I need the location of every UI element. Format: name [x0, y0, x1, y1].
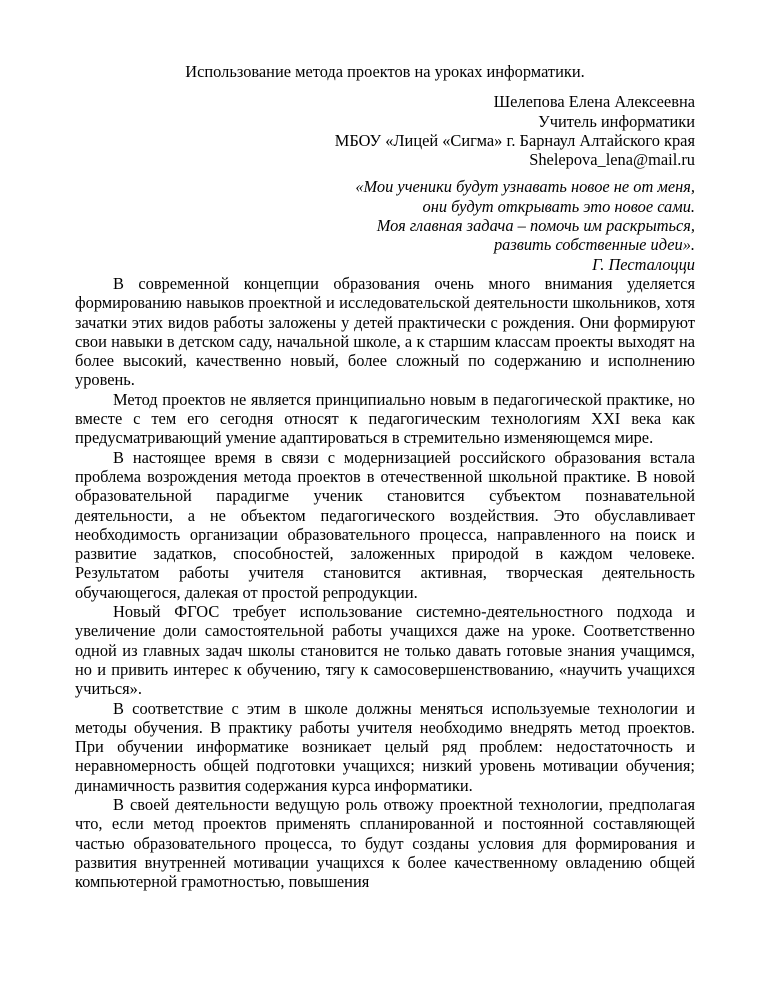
epigraph-attribution: Г. Песталоцци — [592, 254, 695, 274]
epigraph-line: развить собственные идеи». — [493, 235, 695, 255]
body-paragraph: В своей деятельности ведущую роль отвожу проектной технологии, предполагая что, если метод проектов применять спланированной и постоянной составляющей частью образовательного процесса, то будут созданы условия для формирования и развития внутренней мотивации учащихся к более качественному овладению общей компьютерной грамотностью, повышения — [75, 794, 695, 892]
body-paragraph: Новый ФГОС требует использование системно-деятельностного подхода и увеличение доли самостоятельной работы учащихся даже на уроке. Соответственно одной из главных задач школы становится не только давать готовые знания учащимся, но и привить интерес к обучению, тягу к самосовершенствованию, «научить учащихся учиться». — [75, 602, 695, 699]
author-name: Шелепова Елена Алексеевна — [493, 92, 695, 112]
epigraph-line: «Мои ученики будут узнавать новое не от меня, — [355, 177, 695, 197]
document-title: Использование метода проектов на уроках информатики. — [185, 62, 585, 81]
body-paragraph: В современной концепции образования очень много внимания уделяется формированию навыков проектной и исследовательской деятельности школьников, хотя зачатки этих видов работы заложены у детей практически с рождения. Они формируют свои навыки в детском саду, начальной школе, а к старшим классам проекты выходят на более высокий, качественно новый, более сложный по содержанию и исполнению уровень. — [75, 273, 695, 390]
body-paragraph: Метод проектов не является принципиально новым в педагогической практике, но вместе с тем его сегодня относят к педагогическим технологиям XXI века как предусматривающий умение адаптироваться в стремительно изменяющемся мире. — [75, 389, 695, 448]
epigraph — [75, 177, 695, 273]
body-paragraph: В настоящее время в связи с модернизацией российского образования встала проблема возрождения метода проектов в отечественной школьной практике. В новой образовательной парадигме ученик становится субъектом познавательной деятельности, а не объектом педагогического воздействия. Это обуславливает необходимость организации образовательного процесса, направленного на поиск и развитие задатков, способностей, заложенных природой в каждом человеке. Результатом работы учителя становится активная, творческая деятельность обучающегося, далекая от простой репродукции. — [75, 447, 695, 602]
document-page — [75, 62, 695, 891]
epigraph-line: Моя главная задача – помочь им раскрыться, — [376, 216, 695, 236]
author-school: МБОУ «Лицей «Сигма» г. Барнаул Алтайского края — [334, 130, 695, 150]
epigraph-line: они будут открывать это новое сами. — [422, 196, 695, 216]
author-email: Shelepova_lena@mail.ru — [529, 150, 695, 170]
author-position: Учитель информатики — [538, 111, 695, 131]
body-paragraph: В соответствие с этим в школе должны меняться используемые технологии и методы обучения. В практику работы учителя необходимо внедрять метод проектов. При обучении информатике возникает целый ряд проблем: недостаточность и неравномерность общей подготовки учащихся; низкий уровень мотивации обучения; динамичность развития содержания курса информатики. — [75, 698, 695, 795]
author-block — [75, 92, 695, 169]
